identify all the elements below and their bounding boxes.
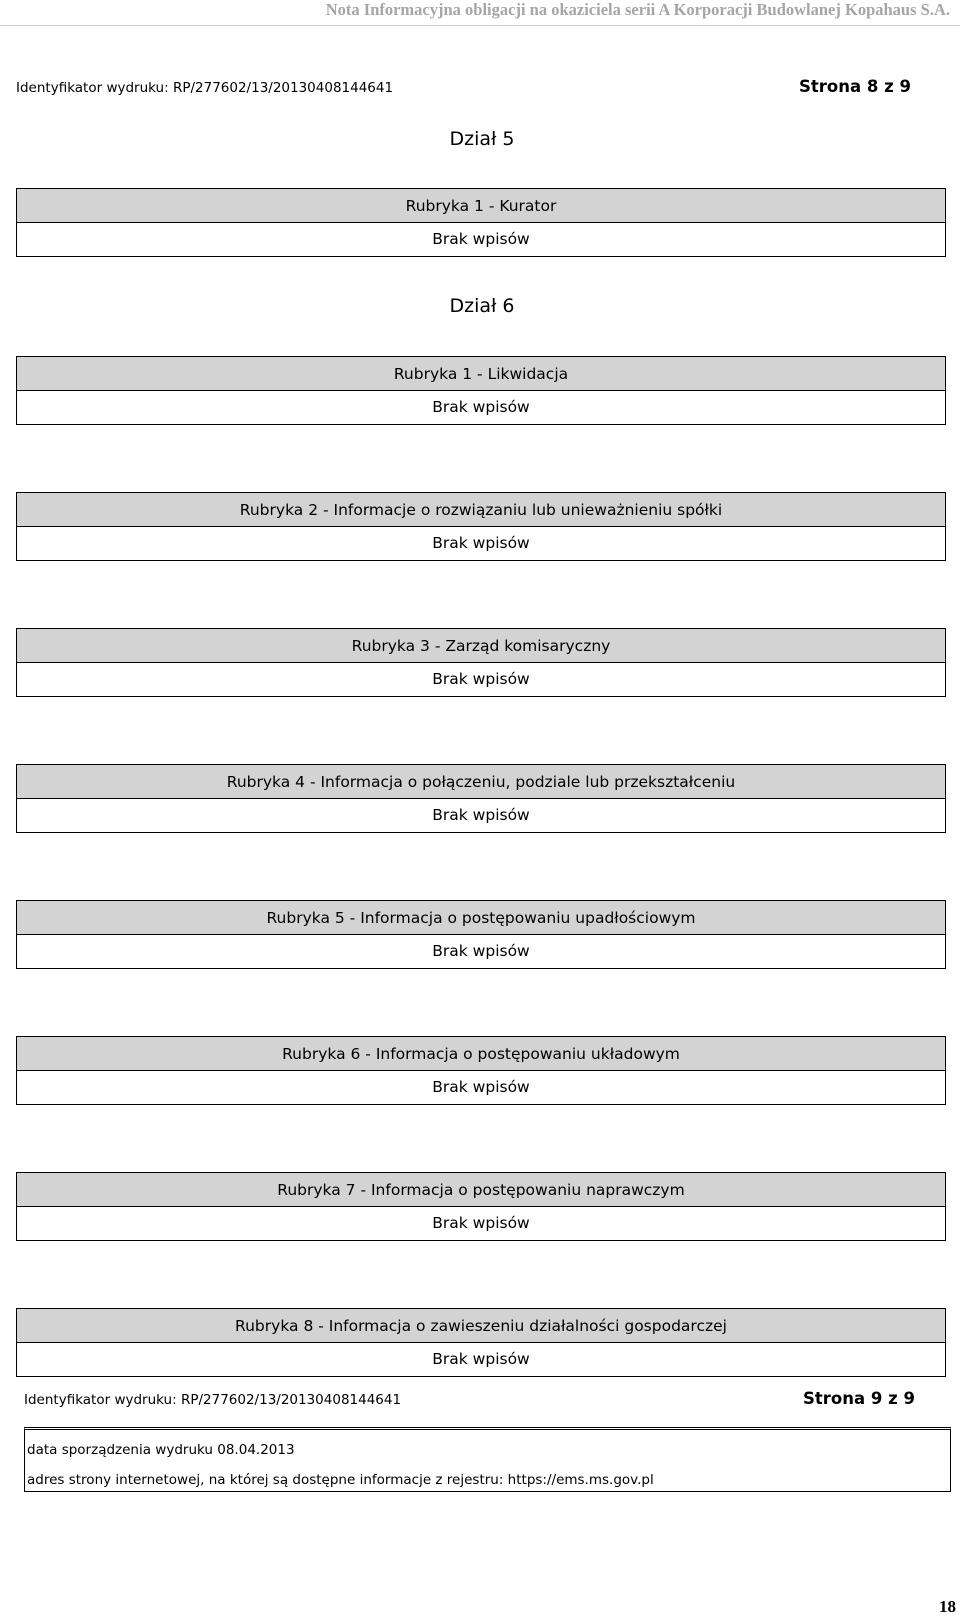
print-identifier: Identyfikator wydruku: RP/277602/13/20130408144641 xyxy=(16,80,394,96)
rubric-title: Rubryka 7 - Informacja o postępowaniu naprawczym xyxy=(17,1173,945,1207)
page-indicator: Strona 9 z 9 xyxy=(803,1389,915,1408)
rubric-box xyxy=(16,1308,946,1377)
rubric-title: Rubryka 1 - Likwidacja xyxy=(17,357,945,391)
rubric-title: Rubryka 2 - Informacje o rozwiązaniu lub unieważnieniu spółki xyxy=(17,493,945,527)
rubric-content: Brak wpisów xyxy=(432,806,530,824)
rubric-content: Brak wpisów xyxy=(432,942,530,960)
rubric-box xyxy=(16,1036,946,1105)
section-title: Dział 6 xyxy=(449,295,515,317)
rubric-box xyxy=(16,1172,946,1241)
rubric-title: Rubryka 4 - Informacja o połączeniu, podziale lub przekształceniu xyxy=(17,765,945,799)
rubric-content: Brak wpisów xyxy=(432,1350,530,1368)
print-identifier: Identyfikator wydruku: RP/277602/13/20130408144641 xyxy=(24,1392,402,1408)
rubric-box xyxy=(16,628,946,697)
rubric-title: Rubryka 5 - Informacja o postępowaniu upadłościowym xyxy=(17,901,945,935)
rubric-content: Brak wpisów xyxy=(432,1214,530,1232)
rubric-title: Rubryka 8 - Informacja o zawieszeniu działalności gospodarczej xyxy=(17,1309,945,1343)
page-indicator: Strona 8 z 9 xyxy=(799,77,911,96)
page-number: 18 xyxy=(939,1597,956,1616)
rubric-box xyxy=(16,492,946,561)
rubric-content: Brak wpisów xyxy=(432,534,530,552)
document-header: Nota Informacyjna obligacji na okaziciela serii A Korporacji Budowlanej Kopahaus S.A. xyxy=(325,0,950,19)
rubric-box xyxy=(16,764,946,833)
registry-url: adres strony internetowej, na której są dostępne informacje z rejestru: https://ems.ms.gov.pl xyxy=(27,1472,654,1488)
rubric-box xyxy=(16,188,946,257)
rubric-content: Brak wpisów xyxy=(432,230,530,248)
rubric-content: Brak wpisów xyxy=(432,398,530,416)
print-date: data sporządzenia wydruku 08.04.2013 xyxy=(27,1442,295,1458)
rubric-title: Rubryka 3 - Zarząd komisaryczny xyxy=(17,629,945,663)
rubric-content: Brak wpisów xyxy=(432,1078,530,1096)
rubric-box xyxy=(16,900,946,969)
print-info-box xyxy=(24,1427,951,1492)
rubric-content: Brak wpisów xyxy=(432,670,530,688)
section-title: Dział 5 xyxy=(449,128,515,150)
rubric-title: Rubryka 6 - Informacja o postępowaniu układowym xyxy=(17,1037,945,1071)
rubric-box xyxy=(16,356,946,425)
rubric-title: Rubryka 1 - Kurator xyxy=(17,189,945,223)
header-divider xyxy=(0,25,960,26)
